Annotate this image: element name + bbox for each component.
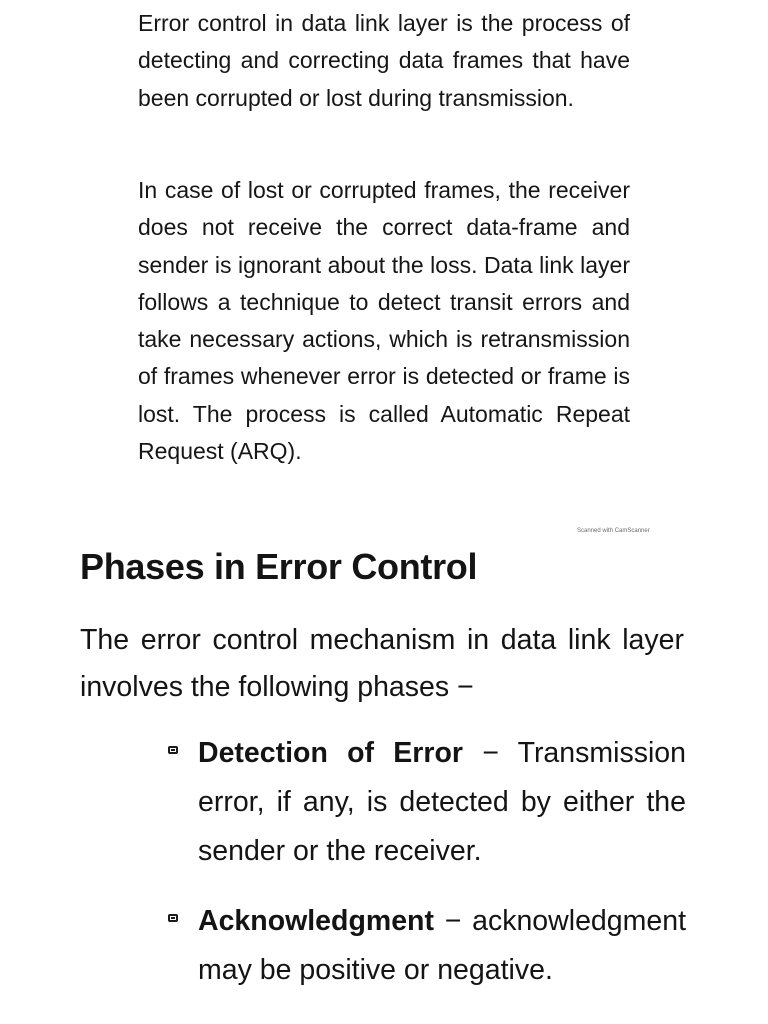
phase-term: Acknowledgment (198, 905, 434, 937)
paragraph-error-control-definition: Error control in data link layer is the process of detecting and correcting data frames that have been corrupted or lost during transmission. (138, 10, 630, 111)
phase-separator: − (433, 905, 473, 937)
phase-description: acknowledgment may be positive or negative. (198, 905, 686, 986)
phase-separator: − (462, 737, 518, 769)
section-intro: The error control mechanism in data link layer involves the following phases − (80, 624, 684, 703)
scanner-watermark: Scanned with CamScanner (577, 528, 650, 534)
list-item-text (198, 897, 686, 995)
list-item (168, 729, 686, 876)
square-bullet-icon (168, 746, 178, 754)
phase-term: Detection of Error (198, 737, 463, 769)
square-bullet-icon (168, 914, 178, 922)
phase-description: Transmission error, if any, is detected by either the sender or the receiver. (198, 737, 686, 867)
list-item-text (198, 729, 686, 876)
list-item (168, 897, 686, 995)
paragraph-lost-frames-arq: In case of lost or corrupted frames, the receiver does not receive the correct data-frame and sender is ignorant about the loss. Data link layer follows a technique to detect transit errors and take necessary actions, which is retransmission of frames whenever error is detected or frame is lost. The process is called Automatic Repeat Request (ARQ). (138, 177, 630, 465)
section-heading: Phases in Error Control (80, 546, 478, 587)
